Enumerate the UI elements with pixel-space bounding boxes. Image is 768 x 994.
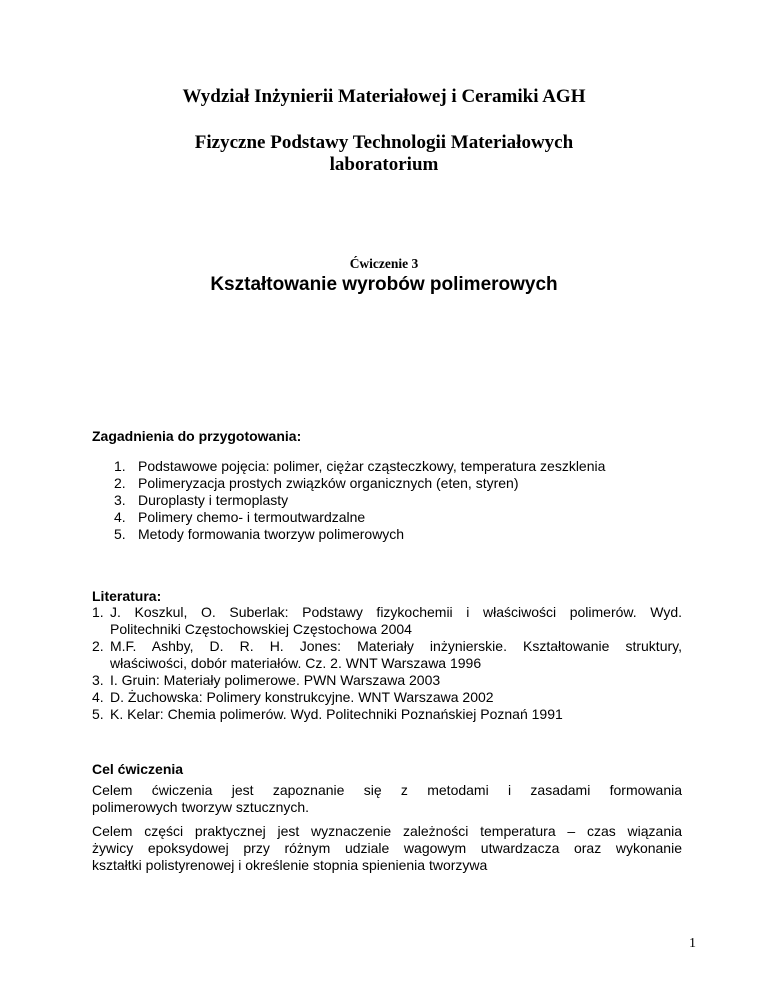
exercise-title: Kształtowanie wyrobów polimerowych [210,274,558,295]
literature-list [92,604,682,723]
list-item [114,492,605,509]
list-text-line: J. Koszkul, O. Suberlak: Podstawy fizykochemii i właściwości polimerów. Wyd. [110,604,682,620]
goal-paragraph-1 [92,782,682,816]
list-number: 2. [114,475,126,491]
list-number: 5. [92,706,104,722]
list-item [114,509,605,526]
list-number: 3. [92,672,104,688]
list-item [92,706,682,723]
list-item [92,638,682,672]
list-item [92,672,682,689]
list-text-line: właściwości, dobór materiałów. Cz. 2. WNT Warszawa 1996 [110,655,482,671]
list-text: Polimery chemo- i termoutwardzalne [138,509,366,525]
list-item [114,526,605,543]
topics-heading: Zagadnienia do przygotowania: [92,428,302,444]
list-text: Podstawowe pojęcia: polimer, ciężar cząsteczkowy, temperatura zeszklenia [138,458,606,474]
list-number: 1. [92,604,104,620]
list-text-line: K. Kelar: Chemia polimerów. Wyd. Politechniki Poznańskiej Poznań 1991 [110,706,563,722]
list-number: 4. [92,689,104,705]
paragraph-line: polimerowych tworzyw sztucznych. [92,799,310,815]
literature-heading: Literatura: [92,588,162,604]
list-number: 3. [114,492,126,508]
list-number: 5. [114,526,126,542]
list-item [92,604,682,638]
list-item [92,689,682,706]
list-text: Polimeryzacja prostych związków organicznych (eten, styren) [138,475,519,491]
list-item [114,475,605,492]
exercise-number: Ćwiczenie 3 [349,256,419,271]
topics-list [114,458,605,543]
list-number: 4. [114,509,126,525]
list-text-line: Politechniki Częstochowskiej Częstochowa 2004 [110,621,412,637]
page-number: 1 [689,936,696,951]
list-text: Metody formowania tworzyw polimerowych [138,526,405,542]
paragraph-line: Celem ćwiczenia jest zapoznanie się z metodami i zasadami formowania [92,782,682,798]
goal-paragraph-2 [92,823,682,874]
list-text: Duroplasty i termoplasty [138,492,289,508]
course-title-line1: Fizyczne Podstawy Technologii Materiałowych [194,132,574,153]
list-text-line: D. Żuchowska: Polimery konstrukcyjne. WNT Warszawa 2002 [110,689,494,705]
list-text-line: M.F. Ashby, D. R. H. Jones: Materiały inżynierskie. Kształtowanie struktury, [110,638,682,654]
list-text-line: I. Gruin: Materiały polimerowe. PWN Warszawa 2003 [110,672,441,688]
course-title-line2: laboratorium [329,154,439,175]
course-title [0,132,768,176]
list-item [114,458,605,475]
list-number: 1. [114,458,126,474]
goal-heading: Cel ćwiczenia [92,761,184,777]
paragraph-line: żywicy epoksydowej przy różnym udziale wagowym utwardzacza oraz wykonanie [92,840,682,856]
faculty-title: Wydział Inżynierii Materiałowej i Ceramiki AGH [182,86,586,107]
list-number: 2. [92,638,104,654]
paragraph-line: kształtki polistyrenowej i określenie stopnia spienienia tworzywa [92,857,488,873]
paragraph-line: Celem części praktycznej jest wyznaczenie zależności temperatura – czas wiązania [92,823,682,839]
